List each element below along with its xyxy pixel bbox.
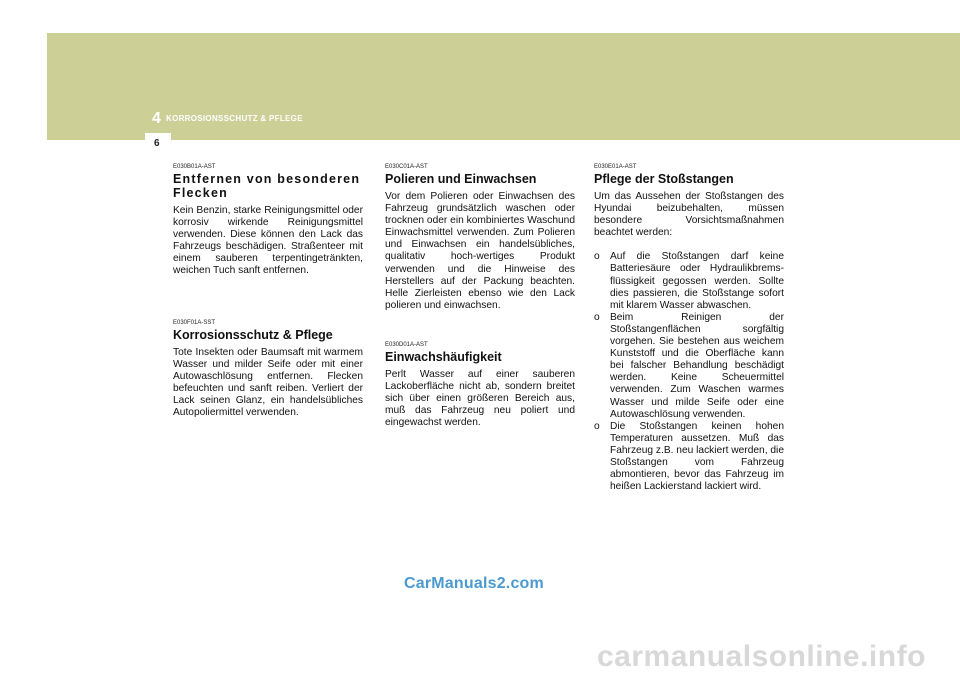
page-number: 6	[154, 138, 160, 149]
section-body: Vor dem Polieren oder Einwachsen des Fahrzeug grundsätzlich waschen oder trocknen oder ein kombiniertes Waschund Einwachsmittel verwenden. Zum Polieren und Einwachsen ein handelsübliches, qualitativ hoch-wertiges Produkt verwenden und die Hinweise des Herstellers auf der Packung beachten. Helle Zierleisten ebenso wie den Lack polieren und einwachsen.	[385, 191, 575, 311]
bumper-care-list	[594, 251, 784, 493]
bullet-marker: o	[594, 251, 600, 263]
section-code: E030B01A-AST	[173, 164, 216, 170]
chapter-header-band	[47, 33, 960, 140]
section-title: Polieren und Einwachsen	[385, 172, 537, 186]
section-code: E030C01A-AST	[385, 164, 428, 170]
section-code: E030D01A-AST	[385, 341, 428, 348]
section-body: Kein Benzin, starke Reinigungsmittel oder korrosiv wirkende Reinigungsmittel verwenden. Diese können den Lack das Fahrzeugs beschädigen. Straßenteer mit einem sauberen terpentingetränkten, weichen Tuch sanft entfernen.	[173, 205, 363, 277]
list-item-text: Auf die Stoßstangen darf keine Batteriesäure oder Hydraulikbrems-flüssigkeit gegossen werden. Sollte dies passieren, die Stoßstange sofort mit klarem Wasser abwaschen.	[610, 251, 784, 311]
section-waxing-frequency	[385, 342, 575, 429]
list-item-text: Die Stoßstangen keinen hohen Temperaturen aussetzen. Muß das Fahrzeug z.B. neu lackiert werden, die Stoßstangen vom Fahrzeug abmontieren, bevor das Fahrzeug im heißen Lackierstand lackiert wird.	[610, 420, 784, 493]
section-body: Perlt Wasser auf einer sauberen Lackoberfläche nicht ab, sondern breitet sich über einen größeren Bereich aus, muß das Fahrzeug neu poliert und eingewachst werden.	[385, 368, 575, 429]
chapter-number: 4	[152, 110, 161, 127]
carmanuals-watermark[interactable]: CarManuals2.com	[404, 575, 544, 592]
section-bumper-care	[594, 164, 784, 493]
bullet-marker: o	[594, 420, 600, 432]
bullet-marker: o	[594, 311, 600, 323]
section-code: E030E01A-AST	[594, 164, 637, 170]
section-title: Pflege der Stoßstangen	[594, 172, 734, 186]
column-middle	[385, 164, 575, 429]
section-code: E030F01A-SST	[173, 319, 216, 326]
footer-watermark: carmanualsonline.info	[597, 640, 926, 673]
column-right	[594, 164, 784, 493]
section-stain-removal	[173, 164, 363, 278]
section-body: Tote Insekten oder Baumsaft mit warmem Wasser und milder Seife oder mit einer Autowaschlösung entfernen. Flecken befeuchten und sanft reiben. Verliert der Lack seinen Glanz, ein handelsübliches Autopoliermittel verwenden.	[173, 346, 363, 419]
section-intro: Um das Aussehen der Stoßstangen des Hyundai beizubehalten, müssen besondere Vorsichtsmaßnahmen beachtet werden:	[594, 191, 784, 239]
section-title: Entfernen von besonderen Flecken	[173, 172, 361, 200]
section-title: Einwachshäufigkeit	[385, 349, 502, 364]
section-corrosion-care	[173, 320, 363, 420]
list-item	[594, 251, 784, 311]
column-left	[173, 164, 363, 419]
list-item-text: Beim Reinigen der Stoßstangenflächen sorgfältig vorgehen. Sie bestehen aus weichem Kunststoff und die Oberfläche kann bei falscher Behandlung beschädigt werden. Keine Scheuermittel verwenden. Zum Waschen warmes Wasser und milde Seife oder eine Autowaschlösung verwenden.	[610, 311, 784, 420]
section-polishing-waxing	[385, 164, 575, 312]
chapter-title: KORROSIONSSCHUTZ & PFLEGE	[166, 114, 303, 123]
list-item	[594, 421, 784, 494]
section-title: Korrosionsschutz & Pflege	[173, 327, 333, 342]
list-item	[594, 312, 784, 421]
